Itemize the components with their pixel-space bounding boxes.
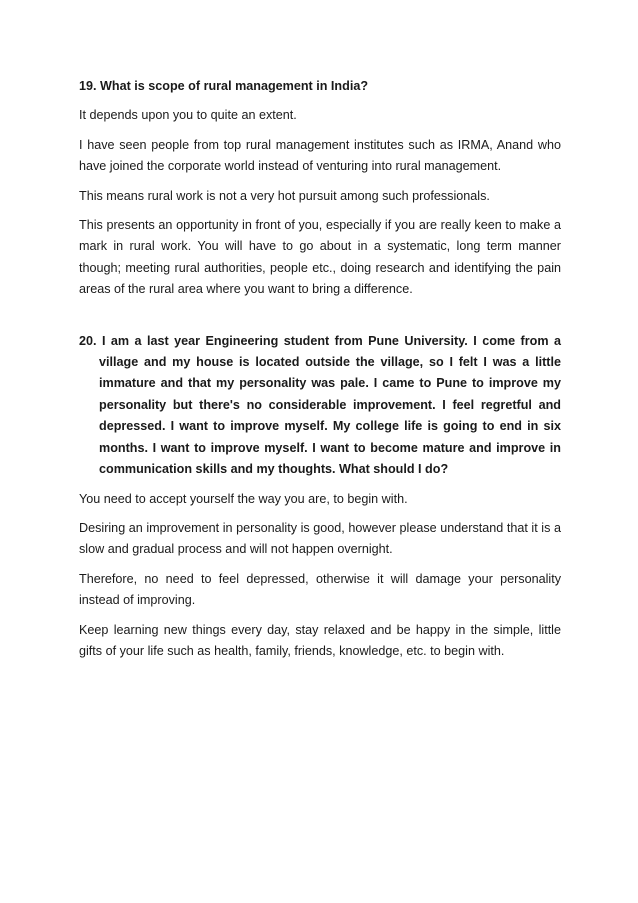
- answer-20-paragraph-1: You need to accept yourself the way you are, to begin with.: [79, 491, 408, 506]
- answer-19-paragraph-4: This presents an opportunity in front of you, especially if you are really keen to make a mark in rural work. You will have to go about in a systematic, long term manner though; meeting rural authorities, people etc., doing research and identifying the pain areas of the rural area where you want to bring a difference.: [79, 218, 561, 297]
- answer-19-paragraph-3: This means rural work is not a very hot pursuit among such professionals.: [79, 188, 490, 203]
- answer-20-paragraph-3: Therefore, no need to feel depressed, otherwise it will damage your personality instead of improving.: [79, 571, 561, 608]
- answer-20-paragraph-2: Desiring an improvement in personality is good, however please understand that it is a slow and gradual process and will not happen overnight.: [79, 520, 561, 557]
- answer-20-paragraph-4: Keep learning new things every day, stay relaxed and be happy in the simple, little gifts of your life such as health, family, friends, knowledge, etc. to begin with.: [79, 622, 561, 658]
- document-page: [79, 76, 561, 670]
- question-19: 19. What is scope of rural management in India?: [79, 79, 369, 93]
- answer-19-paragraph-2: I have seen people from top rural management institutes such as IRMA, Anand who have joined the corporate world instead of venturing into rural management.: [79, 137, 561, 174]
- answer-19-paragraph-1: It depends upon you to quite an extent.: [79, 108, 297, 123]
- question-20: 20. I am a last year Engineering student from Pune University. I come from a village and my house is located outside the village, so I felt I was a little immature and that my personality was pale. I came to Pune to improve my personality but there's no considerable improvement. I feel regretful and depressed. I want to improve myself. My college life is going to end in six months. I want to improve myself. I want to become mature and improve in communication skills and my thoughts. What should I do?: [79, 333, 561, 477]
